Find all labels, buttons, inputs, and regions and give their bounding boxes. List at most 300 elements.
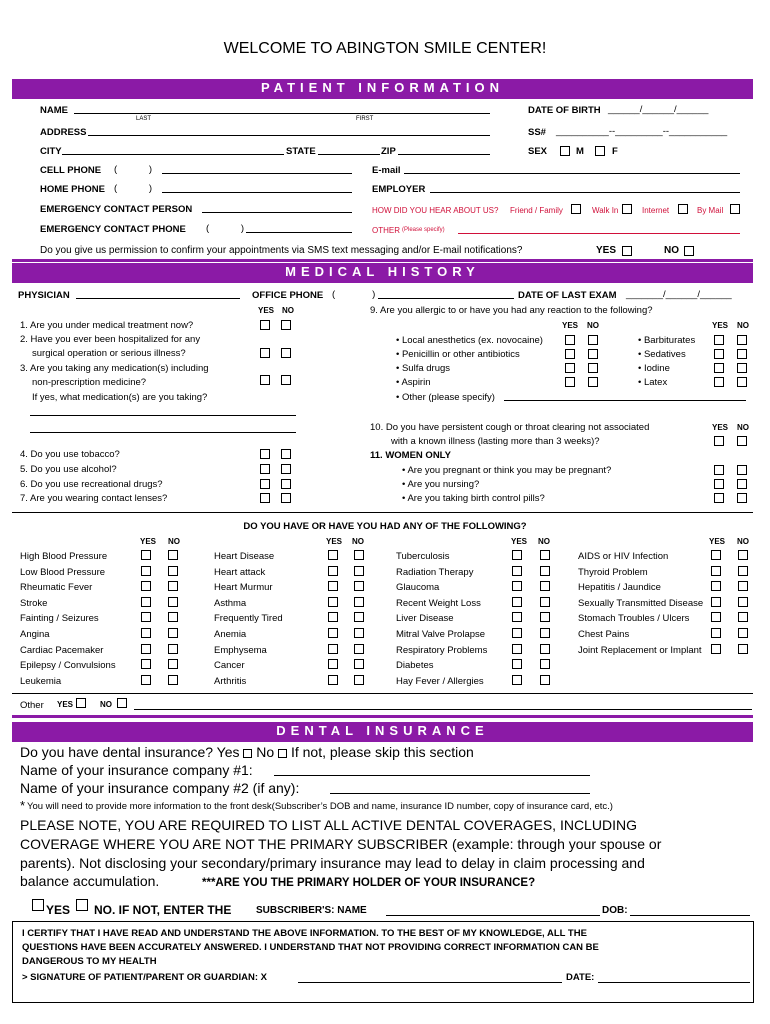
q4-no-checkbox[interactable] [281, 449, 291, 459]
cell-phone-line[interactable] [162, 164, 352, 174]
emergency-phone-label: EMERGENCY CONTACT PHONE [40, 224, 186, 235]
condition-no-checkbox[interactable] [738, 628, 748, 638]
question-3-medications: If yes, what medication(s) are you taking? [32, 392, 208, 403]
sex-female-checkbox[interactable] [595, 146, 605, 156]
sex-male-label: M [576, 146, 584, 157]
condition-label: Emphysema [214, 645, 267, 656]
q10-yes-header: YES [712, 423, 729, 432]
more-info-text: You will need to provide more information to the front desk(Subscriber’s DOB and name, insurance ID number, copy of insurance card, etc.) [27, 801, 613, 812]
question-6: 6. Do you use recreational drugs? [20, 479, 163, 490]
condition-no-checkbox[interactable] [168, 550, 178, 560]
condition-no-checkbox[interactable] [540, 597, 550, 607]
condition-label: Mitral Valve Prolapse [396, 629, 486, 640]
allergy-item: • Iodine [638, 363, 670, 374]
allergy-other-label: Other (please specify) [401, 392, 495, 403]
allergy-no-checkbox[interactable] [588, 349, 598, 359]
condition-label: Chest Pains [578, 629, 630, 640]
subscriber-dob-label: DOB: [602, 905, 628, 916]
condition-no-checkbox[interactable] [354, 659, 364, 669]
section-bar-underline [12, 739, 753, 742]
condition-yes-checkbox[interactable] [328, 675, 338, 685]
sex-label: SEX [528, 146, 548, 157]
condition-label: Heart Murmur [214, 582, 273, 593]
certification-line-1: I CERTIFY THAT I HAVE READ AND UNDERSTAND THE ABOVE INFORMATION. TO THE BEST OF MY KNOWLEDGE, ALL THE [22, 928, 587, 939]
primary-no-checkbox[interactable] [76, 899, 88, 911]
allergy-label: Sulfa drugs [401, 363, 451, 374]
name-label: NAME [40, 105, 68, 116]
city-label: CITY [40, 146, 62, 157]
section-bar-underline [12, 280, 753, 283]
company-1-label: Name of your insurance company #1: [20, 762, 253, 778]
condition-no-checkbox[interactable] [540, 675, 550, 685]
women-yes-checkbox[interactable] [714, 465, 724, 475]
condition-yes-checkbox[interactable] [711, 550, 721, 560]
friend-family-label: Friend / Family [510, 206, 563, 215]
condition-yes-checkbox[interactable] [141, 675, 151, 685]
condition-no-checkbox[interactable] [738, 566, 748, 576]
condition-label: Sexually Transmitted Disease [578, 598, 704, 609]
city-field[interactable] [62, 145, 284, 155]
condition-yes-checkbox[interactable] [512, 675, 522, 685]
condition-label: Glaucoma [396, 582, 440, 593]
condition-no-checkbox[interactable] [354, 597, 364, 607]
last-label: LAST [136, 116, 152, 122]
condition-no-checkbox[interactable] [168, 566, 178, 576]
col2-no-header: NO [352, 537, 364, 546]
allergy-item: • Sulfa drugs [396, 363, 451, 374]
allergy-label: Local anesthetics (ex. novocaine) [401, 335, 543, 346]
condition-no-checkbox[interactable] [540, 566, 550, 576]
signature-date-field[interactable] [598, 972, 750, 983]
women-item: • Are you taking birth control pills? [402, 493, 545, 504]
question-5: 5. Do you use alcohol? [20, 464, 117, 475]
question-7: 7. Are you wearing contact lenses? [20, 493, 168, 504]
sex-female-label: F [612, 146, 618, 157]
allergy-yes-checkbox[interactable] [565, 363, 575, 373]
condition-no-checkbox[interactable] [738, 550, 748, 560]
subscriber-name-field[interactable] [386, 905, 600, 916]
please-specify-label: (Please specify) [402, 227, 445, 233]
cell-phone-label: CELL PHONE [40, 165, 102, 176]
ss-label: SS# [528, 127, 546, 138]
condition-yes-checkbox[interactable] [328, 612, 338, 622]
condition-no-checkbox[interactable] [738, 612, 748, 622]
company-2-field[interactable] [330, 780, 590, 794]
allergy-no-checkbox[interactable] [737, 335, 747, 345]
question-9: 9. Are you allergic to or have you had any reaction to the following? [370, 305, 653, 316]
allergy-item: • Barbiturates [638, 335, 696, 346]
condition-no-checkbox[interactable] [540, 644, 550, 654]
certification-line-2: QUESTIONS HAVE BEEN ACCURATELY ANSWERED. I UNDERSTAND THAT NOT PROVIDING CORRECT INFORMATION CAN BE [22, 942, 599, 953]
condition-no-checkbox[interactable] [354, 550, 364, 560]
section-bar-medical-history: MEDICAL HISTORY [12, 263, 753, 280]
allergy-item: • Latex [638, 377, 668, 388]
allergy-no-header-2: NO [737, 321, 749, 330]
by-mail-checkbox[interactable] [730, 204, 740, 214]
allergy-no-checkbox[interactable] [588, 377, 598, 387]
other-yes-label: YES [57, 700, 74, 709]
condition-yes-checkbox[interactable] [512, 581, 522, 591]
other-no-checkbox[interactable] [117, 698, 127, 708]
zip-label: ZIP [381, 146, 396, 157]
state-label: STATE [286, 146, 316, 157]
allergy-no-header: NO [587, 321, 599, 330]
other-yes-checkbox[interactable] [76, 698, 86, 708]
sms-yes-checkbox[interactable] [622, 246, 632, 256]
col4-yes-header: YES [709, 537, 726, 546]
company-1-field[interactable] [274, 762, 590, 776]
friend-family-checkbox[interactable] [571, 204, 581, 214]
condition-yes-checkbox[interactable] [512, 628, 522, 638]
question-3-cont: non-prescription medicine? [32, 377, 147, 388]
condition-yes-checkbox[interactable] [512, 659, 522, 669]
asterisk: * [20, 798, 26, 813]
allergy-label: Latex [643, 377, 668, 388]
condition-label: Radiation Therapy [396, 567, 474, 578]
condition-label: Anemia [214, 629, 247, 640]
condition-label: Diabetes [396, 660, 434, 671]
signature-label: > SIGNATURE OF PATIENT/PARENT OR GUARDIAN: X [22, 972, 267, 983]
condition-yes-checkbox[interactable] [711, 581, 721, 591]
primary-no-label: NO. IF NOT, ENTER THE [94, 903, 232, 917]
sms-no-label: NO [664, 245, 679, 256]
col3-no-header: NO [538, 537, 550, 546]
condition-yes-checkbox[interactable] [141, 597, 151, 607]
question-10: 10. Do you have persistent cough or throat clearing not associated [370, 422, 650, 433]
condition-yes-checkbox[interactable] [141, 612, 151, 622]
first-label: FIRST [356, 116, 374, 122]
condition-yes-checkbox[interactable] [141, 659, 151, 669]
internet-label: Internet [642, 206, 670, 215]
note-line-3: parents). Not disclosing your secondary/primary insurance may lead to delay in claim processing and [20, 855, 645, 871]
women-item: • Are you pregnant or think you may be pregnant? [402, 465, 612, 476]
condition-no-checkbox[interactable] [168, 659, 178, 669]
condition-yes-checkbox[interactable] [328, 550, 338, 560]
condition-label: Stroke [20, 598, 48, 609]
condition-label: Frequently Tired [214, 613, 283, 624]
yes-header: YES [258, 306, 275, 315]
office-phone-line[interactable] [378, 289, 514, 299]
primary-yes-checkbox[interactable] [32, 899, 44, 911]
physician-field[interactable] [76, 289, 240, 299]
company-2-label: Name of your insurance company #2 (if any): [20, 780, 300, 796]
condition-yes-checkbox[interactable] [141, 566, 151, 576]
subscriber-name-label: SUBSCRIBER'S: NAME [256, 905, 367, 916]
note-line-4: balance accumulation. [20, 873, 160, 889]
allergy-no-checkbox[interactable] [588, 363, 598, 373]
allergy-label: Aspirin [401, 377, 431, 388]
col3-yes-header: YES [511, 537, 528, 546]
zip-field[interactable] [398, 145, 490, 155]
condition-no-checkbox[interactable] [168, 612, 178, 622]
condition-yes-checkbox[interactable] [141, 550, 151, 560]
condition-label: Asthma [214, 598, 247, 609]
condition-yes-checkbox[interactable] [328, 566, 338, 576]
office-phone-field[interactable]: ( ) [332, 289, 376, 300]
condition-label: Heart Disease [214, 551, 275, 562]
primary-holder-question: ***ARE YOU THE PRIMARY HOLDER OF YOUR INSURANCE? [202, 877, 536, 889]
walk-in-label: Walk In [592, 206, 619, 215]
insurance-question-text: Do you have dental insurance? Yes [20, 744, 240, 760]
condition-yes-checkbox[interactable] [328, 659, 338, 669]
home-phone-field[interactable]: ( ) [114, 183, 152, 194]
condition-no-checkbox[interactable] [540, 581, 550, 591]
medication-line-2[interactable] [30, 432, 296, 433]
state-field[interactable] [318, 145, 380, 155]
condition-no-checkbox[interactable] [540, 628, 550, 638]
q1-no-checkbox[interactable] [281, 320, 291, 330]
note-line-1: PLEASE NOTE, YOU ARE REQUIRED TO LIST ALL ACTIVE DENTAL COVERAGES, INCLUDING [20, 817, 637, 833]
condition-no-checkbox[interactable] [168, 597, 178, 607]
how-heard-label: HOW DID YOU HEAR ABOUT US? [372, 206, 499, 215]
address-label: ADDRESS [40, 127, 87, 138]
allergy-item: • Aspirin [396, 377, 431, 388]
divider [12, 693, 753, 694]
women-item: • Are you nursing? [402, 479, 480, 490]
condition-no-checkbox[interactable] [738, 581, 748, 591]
allergy-other-field[interactable] [504, 391, 746, 401]
condition-label: Joint Replacement or Implant [578, 645, 702, 656]
insurance-yes-checkbox[interactable] [243, 749, 252, 758]
q10-no-checkbox[interactable] [737, 436, 747, 446]
women-no-checkbox[interactable] [737, 493, 747, 503]
allergy-yes-checkbox[interactable] [714, 335, 724, 345]
condition-yes-checkbox[interactable] [512, 566, 522, 576]
q4-yes-checkbox[interactable] [260, 449, 270, 459]
emergency-person-label: EMERGENCY CONTACT PERSON [40, 204, 193, 215]
question-2-cont: surgical operation or serious illness? [32, 348, 186, 359]
divider [12, 512, 753, 513]
condition-no-checkbox[interactable] [540, 612, 550, 622]
q2-yes-checkbox[interactable] [260, 348, 270, 358]
condition-no-checkbox[interactable] [540, 550, 550, 560]
question-1: 1. Are you under medical treatment now? [20, 320, 194, 331]
condition-label: Thyroid Problem [578, 567, 648, 578]
condition-no-checkbox[interactable] [354, 628, 364, 638]
question-2: 2. Have you ever been hospitalized for any [20, 334, 201, 345]
q7-yes-checkbox[interactable] [260, 493, 270, 503]
allergy-yes-checkbox[interactable] [714, 377, 724, 387]
subscriber-dob-field[interactable] [630, 905, 750, 916]
allergy-yes-header: YES [562, 321, 579, 330]
allergy-label: Sedatives [643, 349, 686, 360]
allergy-label: Barbiturates [643, 335, 696, 346]
condition-label: Hepatitis / Jaundice [578, 582, 661, 593]
cell-phone-field[interactable]: ( ) [114, 164, 152, 175]
condition-label: Respiratory Problems [396, 645, 488, 656]
allergy-yes-checkbox[interactable] [565, 335, 575, 345]
women-label: Are you nursing? [407, 479, 480, 490]
question-11: 11. WOMEN ONLY [370, 450, 451, 461]
condition-yes-checkbox[interactable] [512, 612, 522, 622]
condition-yes-checkbox[interactable] [328, 597, 338, 607]
condition-yes-checkbox[interactable] [512, 550, 522, 560]
condition-no-checkbox[interactable] [354, 566, 364, 576]
certification-line-3: DANGEROUS TO MY HEALTH [22, 956, 157, 967]
question-4: 4. Do you use tobacco? [20, 449, 120, 460]
q3-yes-checkbox[interactable] [260, 375, 270, 385]
condition-label: Fainting / Seizures [20, 613, 99, 624]
insurance-skip-text: If not, please skip this section [290, 744, 474, 760]
office-phone-label: OFFICE PHONE [252, 290, 324, 301]
dob-field[interactable]: ______/______/______ [608, 104, 709, 115]
question-3: 3. Are you taking any medication(s) including [20, 363, 209, 374]
condition-label: Liver Disease [396, 613, 454, 624]
condition-label: Hay Fever / Allergies [396, 676, 484, 687]
condition-label: Tuberculosis [396, 551, 450, 562]
home-phone-line[interactable] [162, 183, 352, 193]
condition-label: Arthritis [214, 676, 247, 687]
allergy-yes-header-2: YES [712, 321, 729, 330]
condition-yes-checkbox[interactable] [328, 581, 338, 591]
condition-label: Rheumatic Fever [20, 582, 93, 593]
conditions-header: DO YOU HAVE OR HAVE YOU HAD ANY OF THE FOLLOWING? [243, 521, 527, 532]
email-field[interactable] [404, 164, 740, 174]
col1-yes-header: YES [140, 537, 157, 546]
q6-no-checkbox[interactable] [281, 479, 291, 489]
allergy-label: Penicillin or other antibiotics [401, 349, 520, 360]
q6-yes-checkbox[interactable] [260, 479, 270, 489]
condition-no-checkbox[interactable] [738, 597, 748, 607]
by-mail-label: By Mail [697, 206, 724, 215]
section-bar-underline [12, 96, 753, 99]
allergy-no-checkbox[interactable] [737, 377, 747, 387]
allergy-no-checkbox[interactable] [737, 349, 747, 359]
internet-checkbox[interactable] [678, 204, 688, 214]
condition-yes-checkbox[interactable] [328, 644, 338, 654]
allergy-yes-checkbox[interactable] [714, 363, 724, 373]
condition-yes-checkbox[interactable] [328, 628, 338, 638]
condition-no-checkbox[interactable] [354, 644, 364, 654]
allergy-yes-checkbox[interactable] [565, 349, 575, 359]
condition-yes-checkbox[interactable] [711, 566, 721, 576]
note-line-2: COVERAGE WHERE YOU ARE NOT THE PRIMARY SUBSCRIBER (example: through your spouse or [20, 836, 662, 852]
walk-in-checkbox[interactable] [622, 204, 632, 214]
last-exam-label: DATE OF LAST EXAM [518, 290, 617, 301]
other-no-label: NO [100, 700, 112, 709]
q2-no-checkbox[interactable] [281, 348, 291, 358]
allergy-yes-checkbox[interactable] [714, 349, 724, 359]
women-no-checkbox[interactable] [737, 479, 747, 489]
question-10-cont: with a known illness (lasting more than 3 weeks)? [391, 436, 600, 447]
condition-no-checkbox[interactable] [168, 581, 178, 591]
condition-no-checkbox[interactable] [738, 644, 748, 654]
employer-field[interactable] [430, 183, 740, 193]
no-header: NO [282, 306, 294, 315]
signature-field[interactable] [298, 972, 562, 983]
page-title: WELCOME TO ABINGTON SMILE CENTER! [223, 40, 547, 57]
section-bar-dental-insurance: DENTAL INSURANCE [12, 722, 753, 739]
q5-no-checkbox[interactable] [281, 464, 291, 474]
q10-yes-checkbox[interactable] [714, 436, 724, 446]
other-field[interactable] [458, 224, 740, 234]
condition-label: High Blood Pressure [20, 551, 108, 562]
women-yes-checkbox[interactable] [714, 493, 724, 503]
condition-label: Cancer [214, 660, 245, 671]
condition-label: Epilepsy / Convulsions [20, 660, 116, 671]
condition-yes-checkbox[interactable] [141, 644, 151, 654]
section-bar-patient-information: PATIENT INFORMATION [12, 79, 753, 96]
women-no-checkbox[interactable] [737, 465, 747, 475]
other-conditions-field[interactable] [134, 700, 752, 710]
condition-no-checkbox[interactable] [168, 644, 178, 654]
condition-label: Low Blood Pressure [20, 567, 106, 578]
ss-field[interactable]: __________--_________--___________ [556, 126, 728, 137]
condition-no-checkbox[interactable] [354, 581, 364, 591]
primary-yes-label: YES [46, 903, 71, 917]
condition-yes-checkbox[interactable] [711, 628, 721, 638]
q3-no-checkbox[interactable] [281, 375, 291, 385]
allergy-item: • Penicillin or other antibiotics [396, 349, 520, 360]
name-field[interactable] [74, 104, 490, 114]
condition-label: Heart attack [214, 567, 266, 578]
condition-yes-checkbox[interactable] [512, 597, 522, 607]
q10-no-header: NO [737, 423, 749, 432]
other-conditions-label: Other [20, 700, 44, 711]
signature-date-label: DATE: [566, 972, 595, 983]
condition-label: Leukemia [20, 676, 62, 687]
allergy-item: • Sedatives [638, 349, 686, 360]
condition-yes-checkbox[interactable] [711, 644, 721, 654]
condition-no-checkbox[interactable] [354, 675, 364, 685]
condition-yes-checkbox[interactable] [711, 612, 721, 622]
insurance-no-checkbox[interactable] [278, 749, 287, 758]
condition-label: AIDS or HIV Infection [578, 551, 669, 562]
q5-yes-checkbox[interactable] [260, 464, 270, 474]
women-yes-checkbox[interactable] [714, 479, 724, 489]
condition-no-checkbox[interactable] [540, 659, 550, 669]
condition-yes-checkbox[interactable] [141, 628, 151, 638]
allergy-yes-checkbox[interactable] [565, 377, 575, 387]
allergy-no-checkbox[interactable] [588, 335, 598, 345]
col2-yes-header: YES [326, 537, 343, 546]
condition-no-checkbox[interactable] [168, 675, 178, 685]
q7-no-checkbox[interactable] [281, 493, 291, 503]
women-label: Are you pregnant or think you may be pregnant? [407, 465, 612, 476]
sex-male-checkbox[interactable] [560, 146, 570, 156]
col1-no-header: NO [168, 537, 180, 546]
section-bar-overline [12, 715, 753, 718]
condition-yes-checkbox[interactable] [141, 581, 151, 591]
condition-no-checkbox[interactable] [168, 628, 178, 638]
employer-label: EMPLOYER [372, 184, 426, 195]
section-bar-overline [12, 259, 753, 262]
sms-question: Do you give us permission to confirm your appointments via SMS text messaging and/or E-mail notifications? [40, 245, 523, 256]
women-label: Are you taking birth control pills? [407, 493, 545, 504]
sms-no-checkbox[interactable] [684, 246, 694, 256]
allergy-item: • Local anesthetics (ex. novocaine) [396, 335, 543, 346]
address-field[interactable] [88, 126, 490, 136]
insurance-no-label: No [256, 744, 275, 760]
allergy-label: Iodine [643, 363, 670, 374]
emergency-person-field[interactable] [202, 203, 352, 213]
sms-yes-label: YES [596, 245, 617, 256]
medication-line-1[interactable] [30, 415, 296, 416]
condition-yes-checkbox[interactable] [512, 644, 522, 654]
condition-label: Stomach Troubles / Ulcers [578, 613, 690, 624]
condition-yes-checkbox[interactable] [711, 597, 721, 607]
condition-label: Cardiac Pacemaker [20, 645, 104, 656]
q1-yes-checkbox[interactable] [260, 320, 270, 330]
last-exam-field[interactable]: _______/______/______ [626, 289, 732, 300]
emergency-phone-line[interactable] [246, 223, 352, 233]
condition-no-checkbox[interactable] [354, 612, 364, 622]
allergy-no-checkbox[interactable] [737, 363, 747, 373]
emergency-phone-field[interactable]: ( ) [206, 223, 244, 234]
allergy-item: • Other (please specify) [396, 392, 495, 403]
condition-label: Recent Weight Loss [396, 598, 481, 609]
col4-no-header: NO [737, 537, 749, 546]
